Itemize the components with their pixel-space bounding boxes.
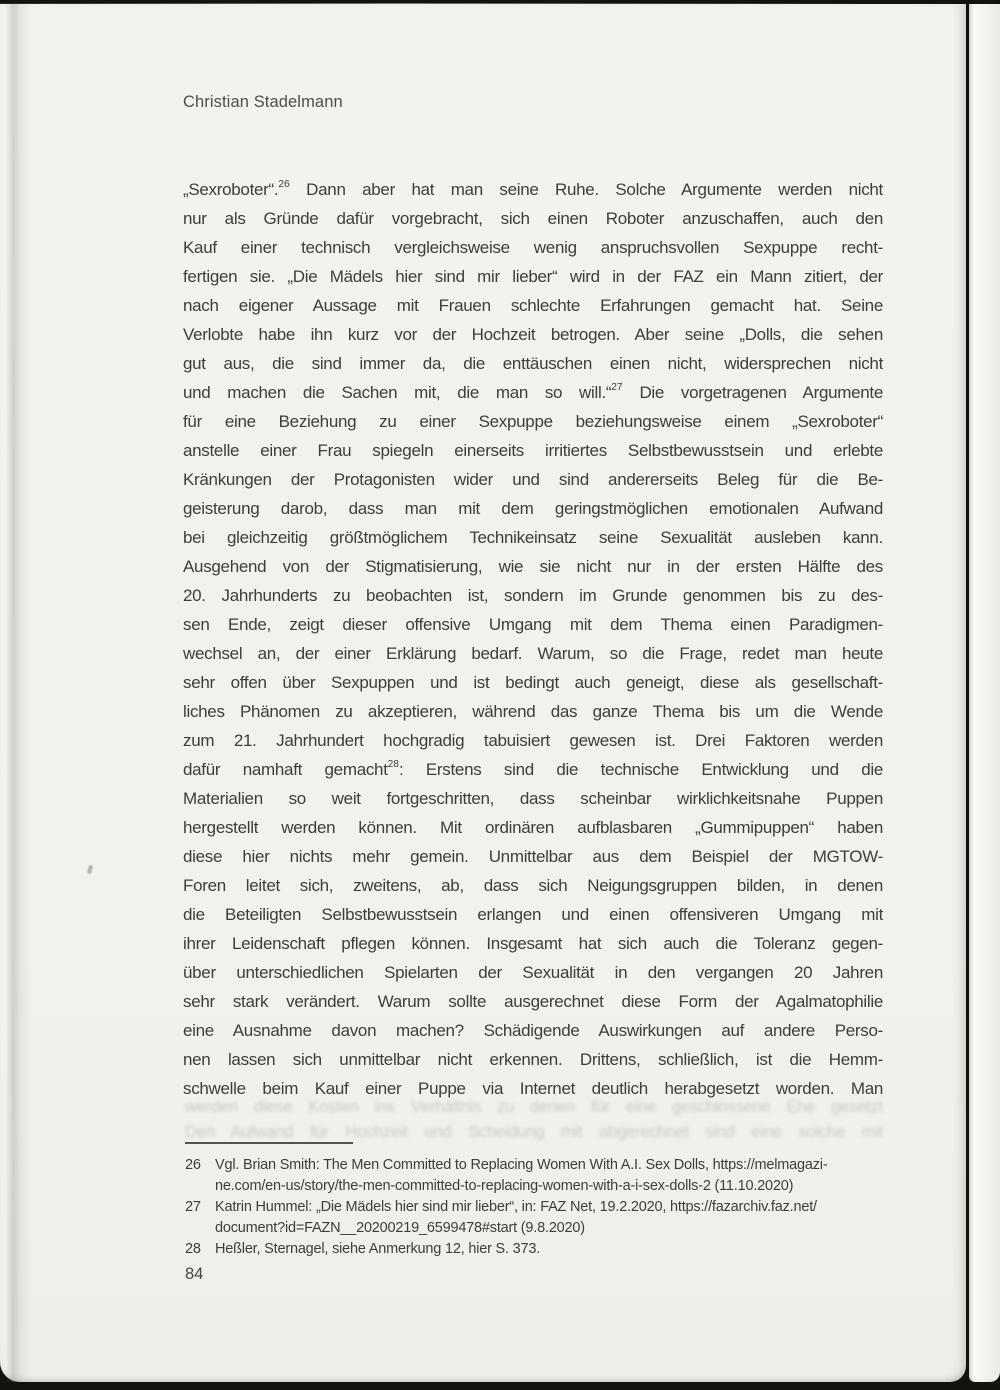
body-line: Kauf einer technisch vergleichsweise wenig anspruchsvollen Sexpuppe recht- bbox=[183, 238, 883, 257]
footnotes-block bbox=[185, 1155, 895, 1260]
binding-curvature-shadow bbox=[6, 3, 32, 1382]
footnote-number: 26 bbox=[185, 1157, 201, 1173]
footnote-reference: 26 bbox=[278, 178, 290, 190]
footnote-item bbox=[185, 1155, 895, 1197]
footnote-line: Vgl. Brian Smith: The Men Committed to Replacing Women With A.I. Sex Dolls, https://melmagazi- bbox=[215, 1157, 828, 1173]
body-line: ihrer Leidenschaft pflegen können. Insgesamt hat sich auch die Toleranz gegen- bbox=[183, 934, 883, 953]
body-line: sehr stark verändert. Warum sollte ausgerechnet diese Form der Agalmatophilie bbox=[183, 992, 883, 1011]
body-line: 20. Jahrhunderts zu beobachten ist, sondern im Grunde genommen bis zu des- bbox=[183, 586, 883, 605]
footnote-separator-rule bbox=[185, 1142, 353, 1144]
footnote-reference: 28 bbox=[387, 758, 399, 770]
body-line: eine Ausnahme davon machen? Schädigende Auswirkungen auf andere Perso- bbox=[183, 1021, 883, 1040]
ghost-showthrough-line: Den Aufwand für Hochzeit und Scheidung mit abgerechnet sind eine solche mit bbox=[185, 1123, 883, 1141]
body-line: geisterung darob, dass man mit dem geringstmöglichen emotionalen Aufwand bbox=[183, 499, 883, 518]
scan-top-edge bbox=[0, 0, 1000, 4]
body-line: für eine Beziehung zu einer Sexpuppe beziehungsweise einem „Sexroboter“ bbox=[183, 412, 883, 431]
body-line: diese hier nichts mehr gemein. Unmittelbar aus dem Beispiel der MGTOW- bbox=[183, 847, 883, 866]
paper-speck bbox=[87, 865, 93, 875]
body-line: die Beteiligten Selbstbewusstsein erlangen und einen offensiveren Umgang mit bbox=[183, 905, 883, 924]
body-line: nen lassen sich unmittelbar nicht erkennen. Drittens, schließlich, ist die Hemm- bbox=[183, 1050, 883, 1069]
running-header-author: Christian Stadelmann bbox=[183, 93, 343, 111]
body-line: sehr offen über Sexpuppen und ist bedingt auch geneigt, diese als gesellschaft- bbox=[183, 673, 883, 692]
body-line: Ausgehend von der Stigmatisierung, wie sie nicht nur in der ersten Hälfte des bbox=[183, 557, 883, 576]
footnote-reference: 27 bbox=[611, 381, 623, 393]
body-line: Materialien so weit fortgeschritten, dass scheinbar wirklichkeitsnahe Puppen bbox=[183, 789, 883, 808]
body-line: über unterschiedlichen Spielarten der Sexualität in den vergangen 20 Jahren bbox=[183, 963, 883, 982]
adjacent-page-edge bbox=[969, 2, 1000, 1382]
footnote-item bbox=[185, 1239, 895, 1260]
body-line: nach eigener Aussage mit Frauen schlechte Erfahrungen gemacht hat. Seine bbox=[183, 296, 883, 315]
body-line: fertigen sie. „Die Mädels hier sind mir lieber“ wird in der FAZ ein Mann zitiert, der bbox=[183, 267, 883, 286]
body-line: wechsel an, der einer Erklärung bedarf. Warum, so die Frage, redet man heute bbox=[183, 644, 883, 663]
footnote-number: 28 bbox=[185, 1241, 201, 1257]
body-line: gut aus, die sind immer da, die enttäuschen einen nicht, widersprechen nicht bbox=[183, 354, 883, 373]
footnote-line: Katrin Hummel: „Die Mädels hier sind mir lieber“, in: FAZ Net, 19.2.2020, https://fazarchiv.faz.net/ bbox=[215, 1199, 817, 1215]
body-line: Verlobte habe ihn kurz vor der Hochzeit betrogen. Aber seine „Dolls, die sehen bbox=[183, 325, 883, 344]
body-line: schwelle beim Kauf einer Puppe via Internet deutlich herabgesetzt worden. Man bbox=[183, 1079, 883, 1098]
footnote-item bbox=[185, 1197, 895, 1239]
footnote-number: 27 bbox=[185, 1199, 201, 1215]
body-paragraph bbox=[183, 175, 883, 1103]
body-line: „Sexroboter“.$^{26}$ Dann aber hat man seine Ruhe. Solche Argumente werden nicht bbox=[183, 178, 883, 199]
body-line: anstelle einer Frau spiegeln einerseits irritiertes Selbstbewusstsein und erlebte bbox=[183, 441, 883, 460]
footnote-text bbox=[215, 1197, 895, 1239]
ghost-showthrough-text bbox=[185, 1095, 883, 1145]
body-line: sen Ende, zeigt dieser offensive Umgang mit dem Thema einen Paradigmen- bbox=[183, 615, 883, 634]
body-line: und machen die Sachen mit, die man so will.“$^{27}$ Die vorgetragenen Argumente bbox=[183, 381, 883, 402]
footnote-text bbox=[215, 1239, 895, 1260]
ghost-showthrough-line: werden diese Kosten ins Verhältnis zu denen für eine geschlossene Ehe gesetzt bbox=[185, 1098, 883, 1116]
body-line: hergestellt werden können. Mit ordinären aufblasbaren „Gummipuppen“ haben bbox=[183, 818, 883, 837]
footnote-line: document?id=FAZN__20200219_6599478#start (9.8.2020) bbox=[215, 1220, 585, 1236]
body-line: bei gleichzeitig größtmöglichem Technikeinsatz seine Sexualität ausleben kann. bbox=[183, 528, 883, 547]
body-line: Kränkungen der Protagonisten wider und sind andererseits Beleg für die Be- bbox=[183, 470, 883, 489]
body-line: dafür namhaft gemacht$^{28}$: Erstens sind die technische Entwicklung und die bbox=[183, 758, 883, 779]
footnote-text bbox=[215, 1155, 895, 1197]
page-number: 84 bbox=[185, 1265, 204, 1283]
footnote-line: Heßler, Sternagel, siehe Anmerkung 12, hier S. 373. bbox=[215, 1241, 541, 1257]
body-line: nur als Gründe dafür vorgebracht, sich einen Roboter anzuschaffen, auch den bbox=[183, 209, 883, 228]
book-page bbox=[0, 3, 966, 1382]
body-line: zum 21. Jahrhundert hochgradig tabuisiert gewesen ist. Drei Faktoren werden bbox=[183, 731, 883, 750]
footnote-line: ne.com/en-us/story/the-men-committed-to-replacing-women-with-a-i-sex-dolls-2 (11.10.2020) bbox=[215, 1178, 794, 1194]
body-line: Foren leitet sich, zweitens, ab, dass sich Neigungsgruppen bilden, in denen bbox=[183, 876, 883, 895]
body-line: liches Phänomen zu akzeptieren, während das ganze Thema bis um die Wende bbox=[183, 702, 883, 721]
